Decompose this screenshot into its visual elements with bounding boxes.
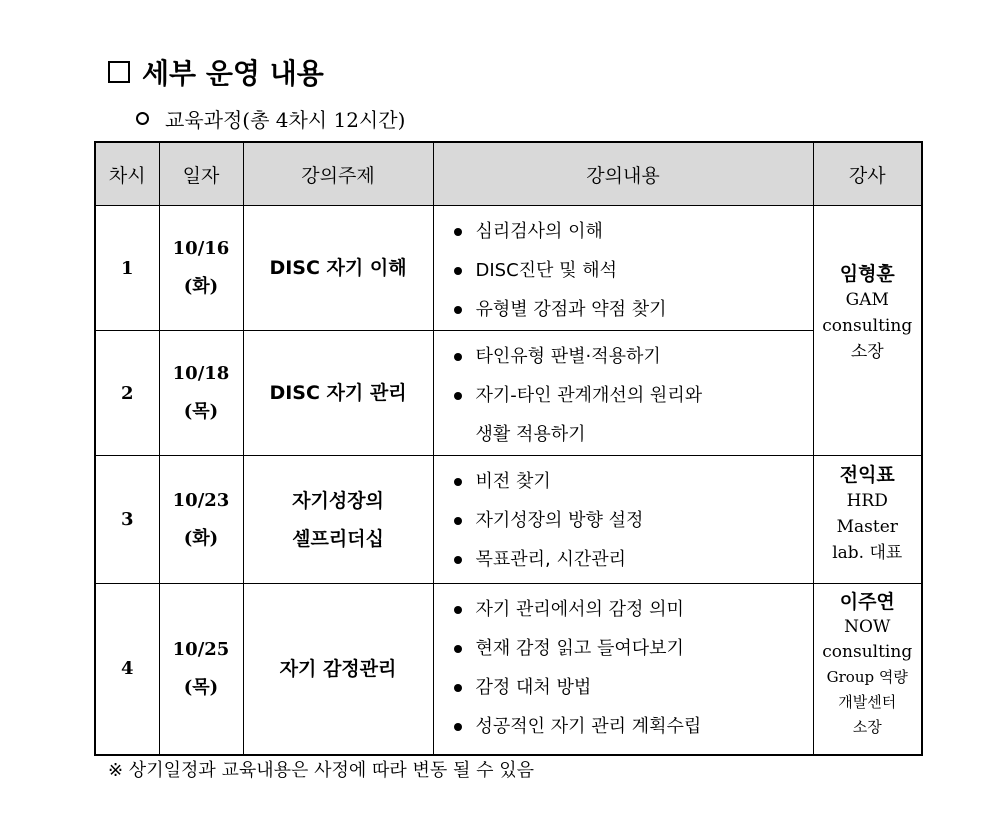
content-text: 유형별 강점과 약점 찾기 [475, 299, 667, 320]
lecturer-line: HRD [846, 491, 888, 511]
content-text-continued: 생활 적용하기 [475, 424, 586, 445]
lecturer-line: lab. 대표 [832, 543, 903, 563]
bullet-icon [454, 267, 462, 275]
content-text: 목표관리, 시간관리 [475, 549, 627, 570]
header-session: 차시 [95, 142, 159, 206]
day-text: (목) [183, 676, 219, 698]
session-date [159, 456, 243, 584]
table-row [95, 456, 922, 584]
bullet-icon [454, 556, 462, 564]
table-header-row [95, 142, 922, 206]
heading-text: 세부 운영 내용 [142, 57, 324, 90]
bullet-icon [454, 228, 462, 236]
lecturer-cell [813, 206, 922, 456]
schedule-table [94, 141, 923, 756]
session-content [433, 584, 813, 755]
date-text: 10/16 [172, 238, 230, 259]
lecturer-line: 개발센터 [838, 693, 897, 711]
bullet-icon [454, 478, 462, 486]
content-item [452, 590, 813, 629]
table-row [95, 331, 922, 456]
content-text: 비전 찾기 [475, 471, 551, 492]
day-text: (목) [183, 401, 219, 422]
session-date [159, 584, 243, 755]
lecturer-name: 이주연 [839, 591, 895, 613]
session-number: 1 [95, 206, 159, 331]
lecturer-line: consulting [822, 316, 913, 336]
date-text: 10/23 [172, 489, 230, 511]
session-content [433, 206, 813, 331]
content-text: 자기-타인 관계개선의 원리와 [475, 385, 703, 406]
lecturer-name: 임형훈 [839, 263, 895, 285]
session-topic: DISC 자기 관리 [243, 331, 433, 456]
lecturer-cell [813, 456, 922, 584]
session-number: 2 [95, 331, 159, 456]
lecturer-line: 소장 [852, 718, 882, 736]
header-topic: 강의주제 [243, 142, 433, 206]
circle-bullet-icon [136, 112, 149, 125]
content-item [452, 540, 813, 579]
content-text: 성공적인 자기 관리 계획수립 [475, 716, 702, 737]
day-text: (화) [183, 527, 219, 549]
content-item [452, 251, 813, 290]
session-date [159, 331, 243, 456]
content-item [452, 290, 813, 329]
session-date [159, 206, 243, 331]
lecturer-line: consulting [822, 642, 913, 662]
section-heading [108, 52, 324, 92]
content-item [452, 668, 813, 707]
bullet-icon [454, 684, 462, 692]
content-text: 타인유형 판별·적용하기 [475, 346, 661, 367]
session-content [433, 331, 813, 456]
session-number: 4 [95, 584, 159, 755]
date-text: 10/25 [172, 638, 230, 660]
day-text: (화) [183, 276, 219, 297]
content-item [452, 707, 813, 746]
bullet-icon [454, 517, 462, 525]
header-lecturer: 강사 [813, 142, 922, 206]
session-topic: DISC 자기 이해 [243, 206, 433, 331]
content-item [452, 629, 813, 668]
content-text: 감정 대처 방법 [475, 677, 592, 698]
session-number: 3 [95, 456, 159, 584]
session-topic: 자기 감정관리 [243, 584, 433, 755]
lecturer-cell [813, 584, 922, 755]
content-text: 현재 감정 읽고 들여다보기 [475, 638, 684, 659]
table-row [95, 584, 922, 755]
lecturer-line: 소장 [850, 342, 884, 362]
content-item [452, 501, 813, 540]
lecturer-line: Master [836, 517, 898, 537]
content-item [452, 376, 813, 454]
checkbox-icon [108, 61, 130, 83]
content-item [452, 462, 813, 501]
bullet-icon [454, 606, 462, 614]
header-content: 강의내용 [433, 142, 813, 206]
content-item [452, 337, 813, 376]
header-date: 일자 [159, 142, 243, 206]
content-text: 자기성장의 방향 설정 [475, 510, 644, 531]
lecturer-line: NOW [844, 617, 891, 637]
content-item [452, 212, 813, 251]
session-topic [243, 456, 433, 584]
lecturer-line: GAM [845, 290, 889, 310]
content-text: DISC진단 및 해석 [475, 260, 618, 281]
footnote: ※ 상기일정과 교육내용은 사정에 따라 변동 될 수 있음 [108, 760, 535, 781]
bullet-icon [454, 392, 462, 400]
bullet-icon [454, 306, 462, 314]
subheading-text: 교육과정(총 4차시 12시간) [165, 108, 406, 132]
session-content [433, 456, 813, 584]
bullet-icon [454, 723, 462, 731]
content-text: 심리검사의 이해 [475, 221, 603, 242]
content-text: 자기 관리에서의 감정 의미 [475, 599, 684, 620]
sub-heading [136, 104, 405, 133]
lecturer-line: Group 역량 [826, 668, 908, 686]
topic-line: 셀프리더십 [292, 527, 384, 550]
topic-line: 자기성장의 [292, 489, 384, 512]
table-row [95, 206, 922, 331]
date-text: 10/18 [172, 363, 230, 384]
bullet-icon [454, 645, 462, 653]
lecturer-name: 전익표 [839, 464, 895, 486]
bullet-icon [454, 353, 462, 361]
